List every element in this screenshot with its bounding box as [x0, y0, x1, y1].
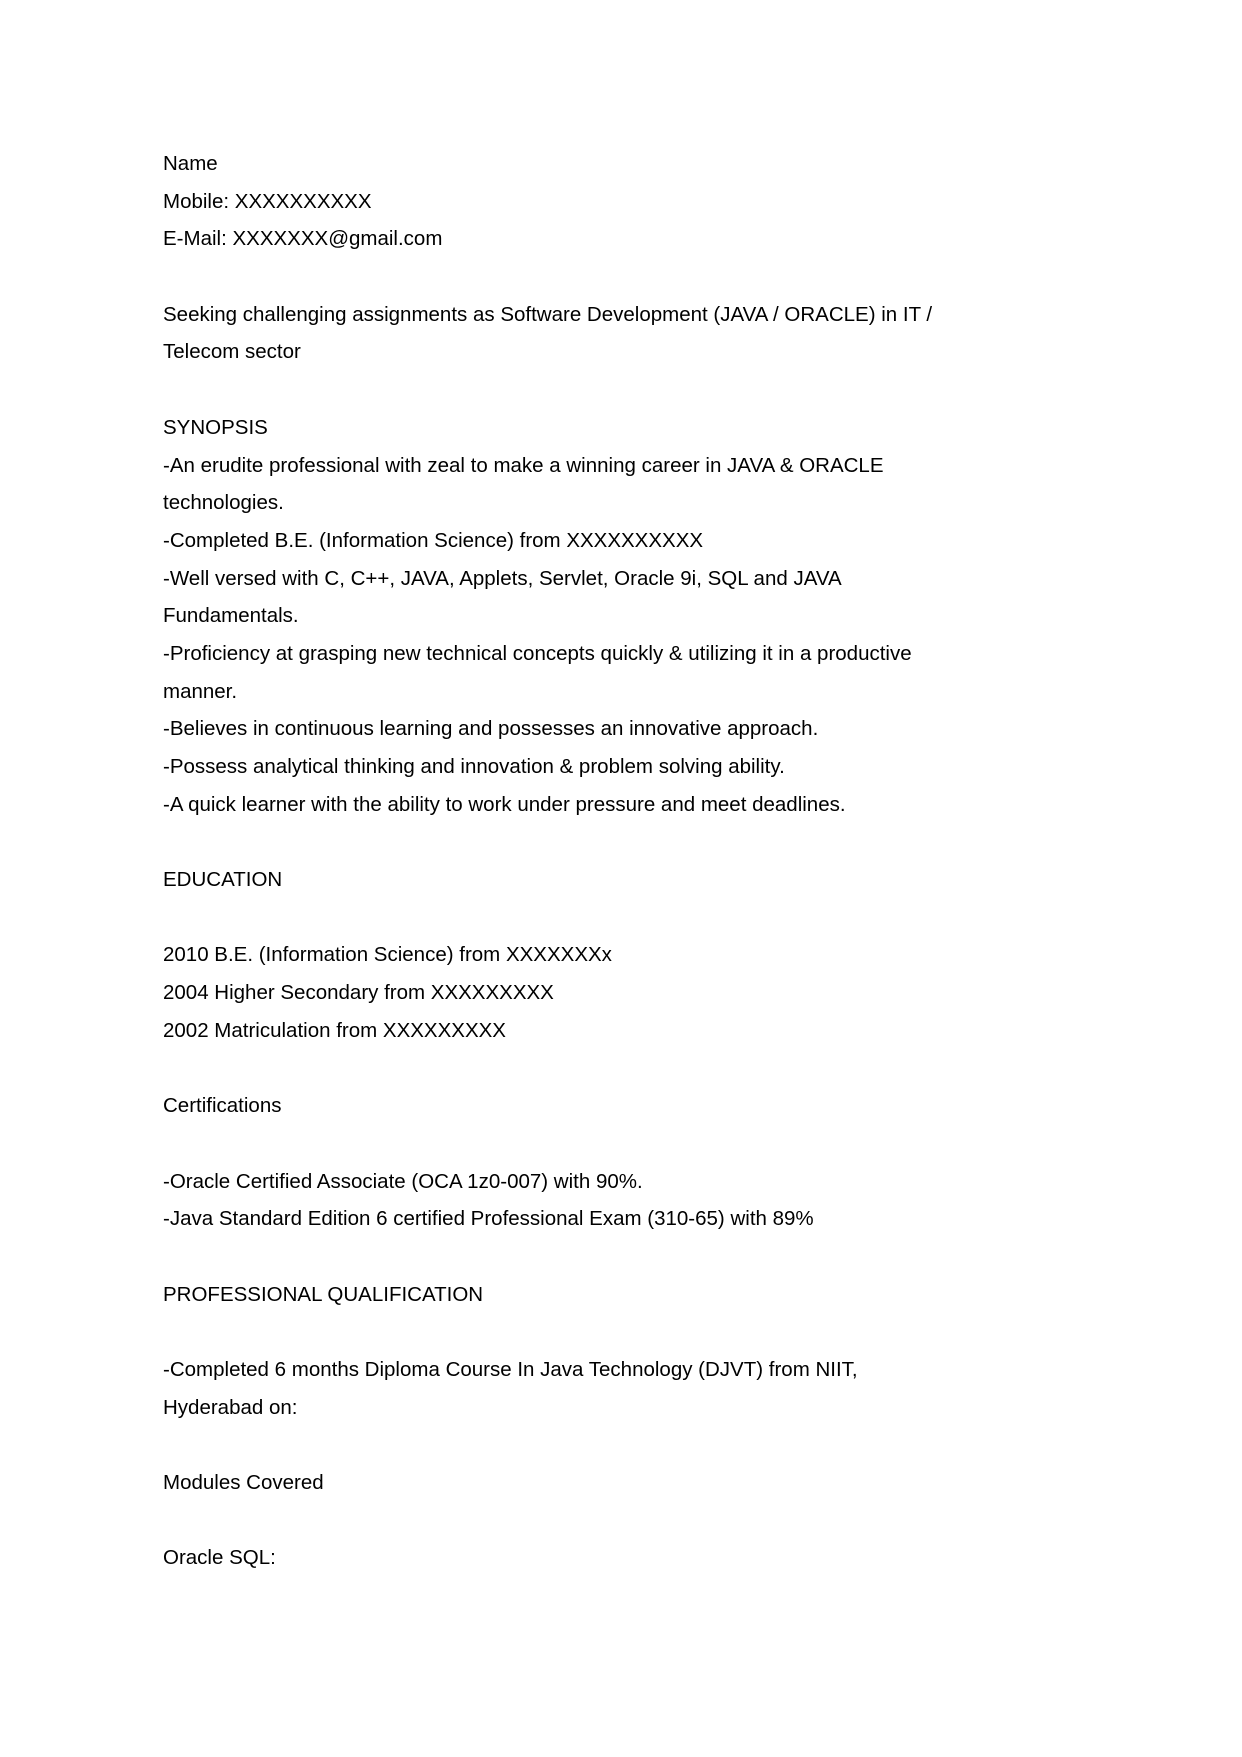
candidate-name: Name [163, 152, 218, 175]
spacer [163, 1502, 983, 1540]
certification-line: -Oracle Certified Associate (OCA 1z0-007) with 90%. [163, 1169, 643, 1193]
qualification-line: Hyderabad on: [163, 1395, 298, 1419]
education-line: 2004 Higher Secondary from XXXXXXXXX [163, 981, 554, 1005]
synopsis-line: -Well versed with C, C++, JAVA, Applets, Servlet, Oracle 9i, SQL and JAVA [163, 566, 842, 590]
spacer [163, 1313, 983, 1351]
synopsis-line: -Proficiency at grasping new technical concepts quickly & utilizing it in a productive [163, 641, 912, 665]
oracle-sql-label: Oracle SQL: [163, 1546, 276, 1570]
objective-line: Telecom sector [163, 340, 301, 364]
education-heading: EDUCATION [163, 868, 283, 892]
synopsis-line: technologies. [163, 491, 284, 515]
spacer [163, 1050, 983, 1088]
spacer [163, 371, 983, 409]
certification-line: -Java Standard Edition 6 certified Professional Exam (310-65) with 89% [163, 1207, 814, 1231]
synopsis-line: manner. [163, 679, 238, 703]
spacer [163, 1426, 983, 1464]
synopsis-line: -Believes in continuous learning and possesses an innovative approach. [163, 717, 819, 741]
education-line: 2002 Matriculation from XXXXXXXXX [163, 1018, 506, 1042]
mobile-number: Mobile: XXXXXXXXXX [163, 189, 372, 213]
spacer [163, 258, 983, 296]
objective-line: Seeking challenging assignments as Software Development (JAVA / ORACLE) in IT / [163, 302, 933, 326]
synopsis-heading: SYNOPSIS [163, 415, 268, 439]
spacer [163, 823, 983, 861]
synopsis-line: -An erudite professional with zeal to make a winning career in JAVA & ORACLE [163, 453, 884, 477]
certifications-heading: Certifications [163, 1094, 282, 1118]
modules-heading: Modules Covered [163, 1471, 324, 1495]
spacer [163, 1238, 983, 1276]
synopsis-line: -A quick learner with the ability to work under pressure and meet deadlines. [163, 792, 846, 816]
synopsis-line: -Completed B.E. (Information Science) from XXXXXXXXXX [163, 528, 704, 552]
synopsis-line: -Possess analytical thinking and innovation & problem solving ability. [163, 755, 785, 778]
spacer [163, 899, 983, 937]
professional-qualification-heading: PROFESSIONAL QUALIFICATION [163, 1282, 484, 1306]
qualification-line: -Completed 6 months Diploma Course In Java Technology (DJVT) from NIIT, [163, 1358, 858, 1381]
education-line: 2010 B.E. (Information Science) from XXXXXXXx [163, 943, 612, 967]
synopsis-line: Fundamentals. [163, 604, 299, 628]
resume-content [163, 145, 983, 1577]
email-address: E-Mail: XXXXXXX@gmail.com [163, 227, 443, 251]
spacer [163, 1125, 983, 1163]
